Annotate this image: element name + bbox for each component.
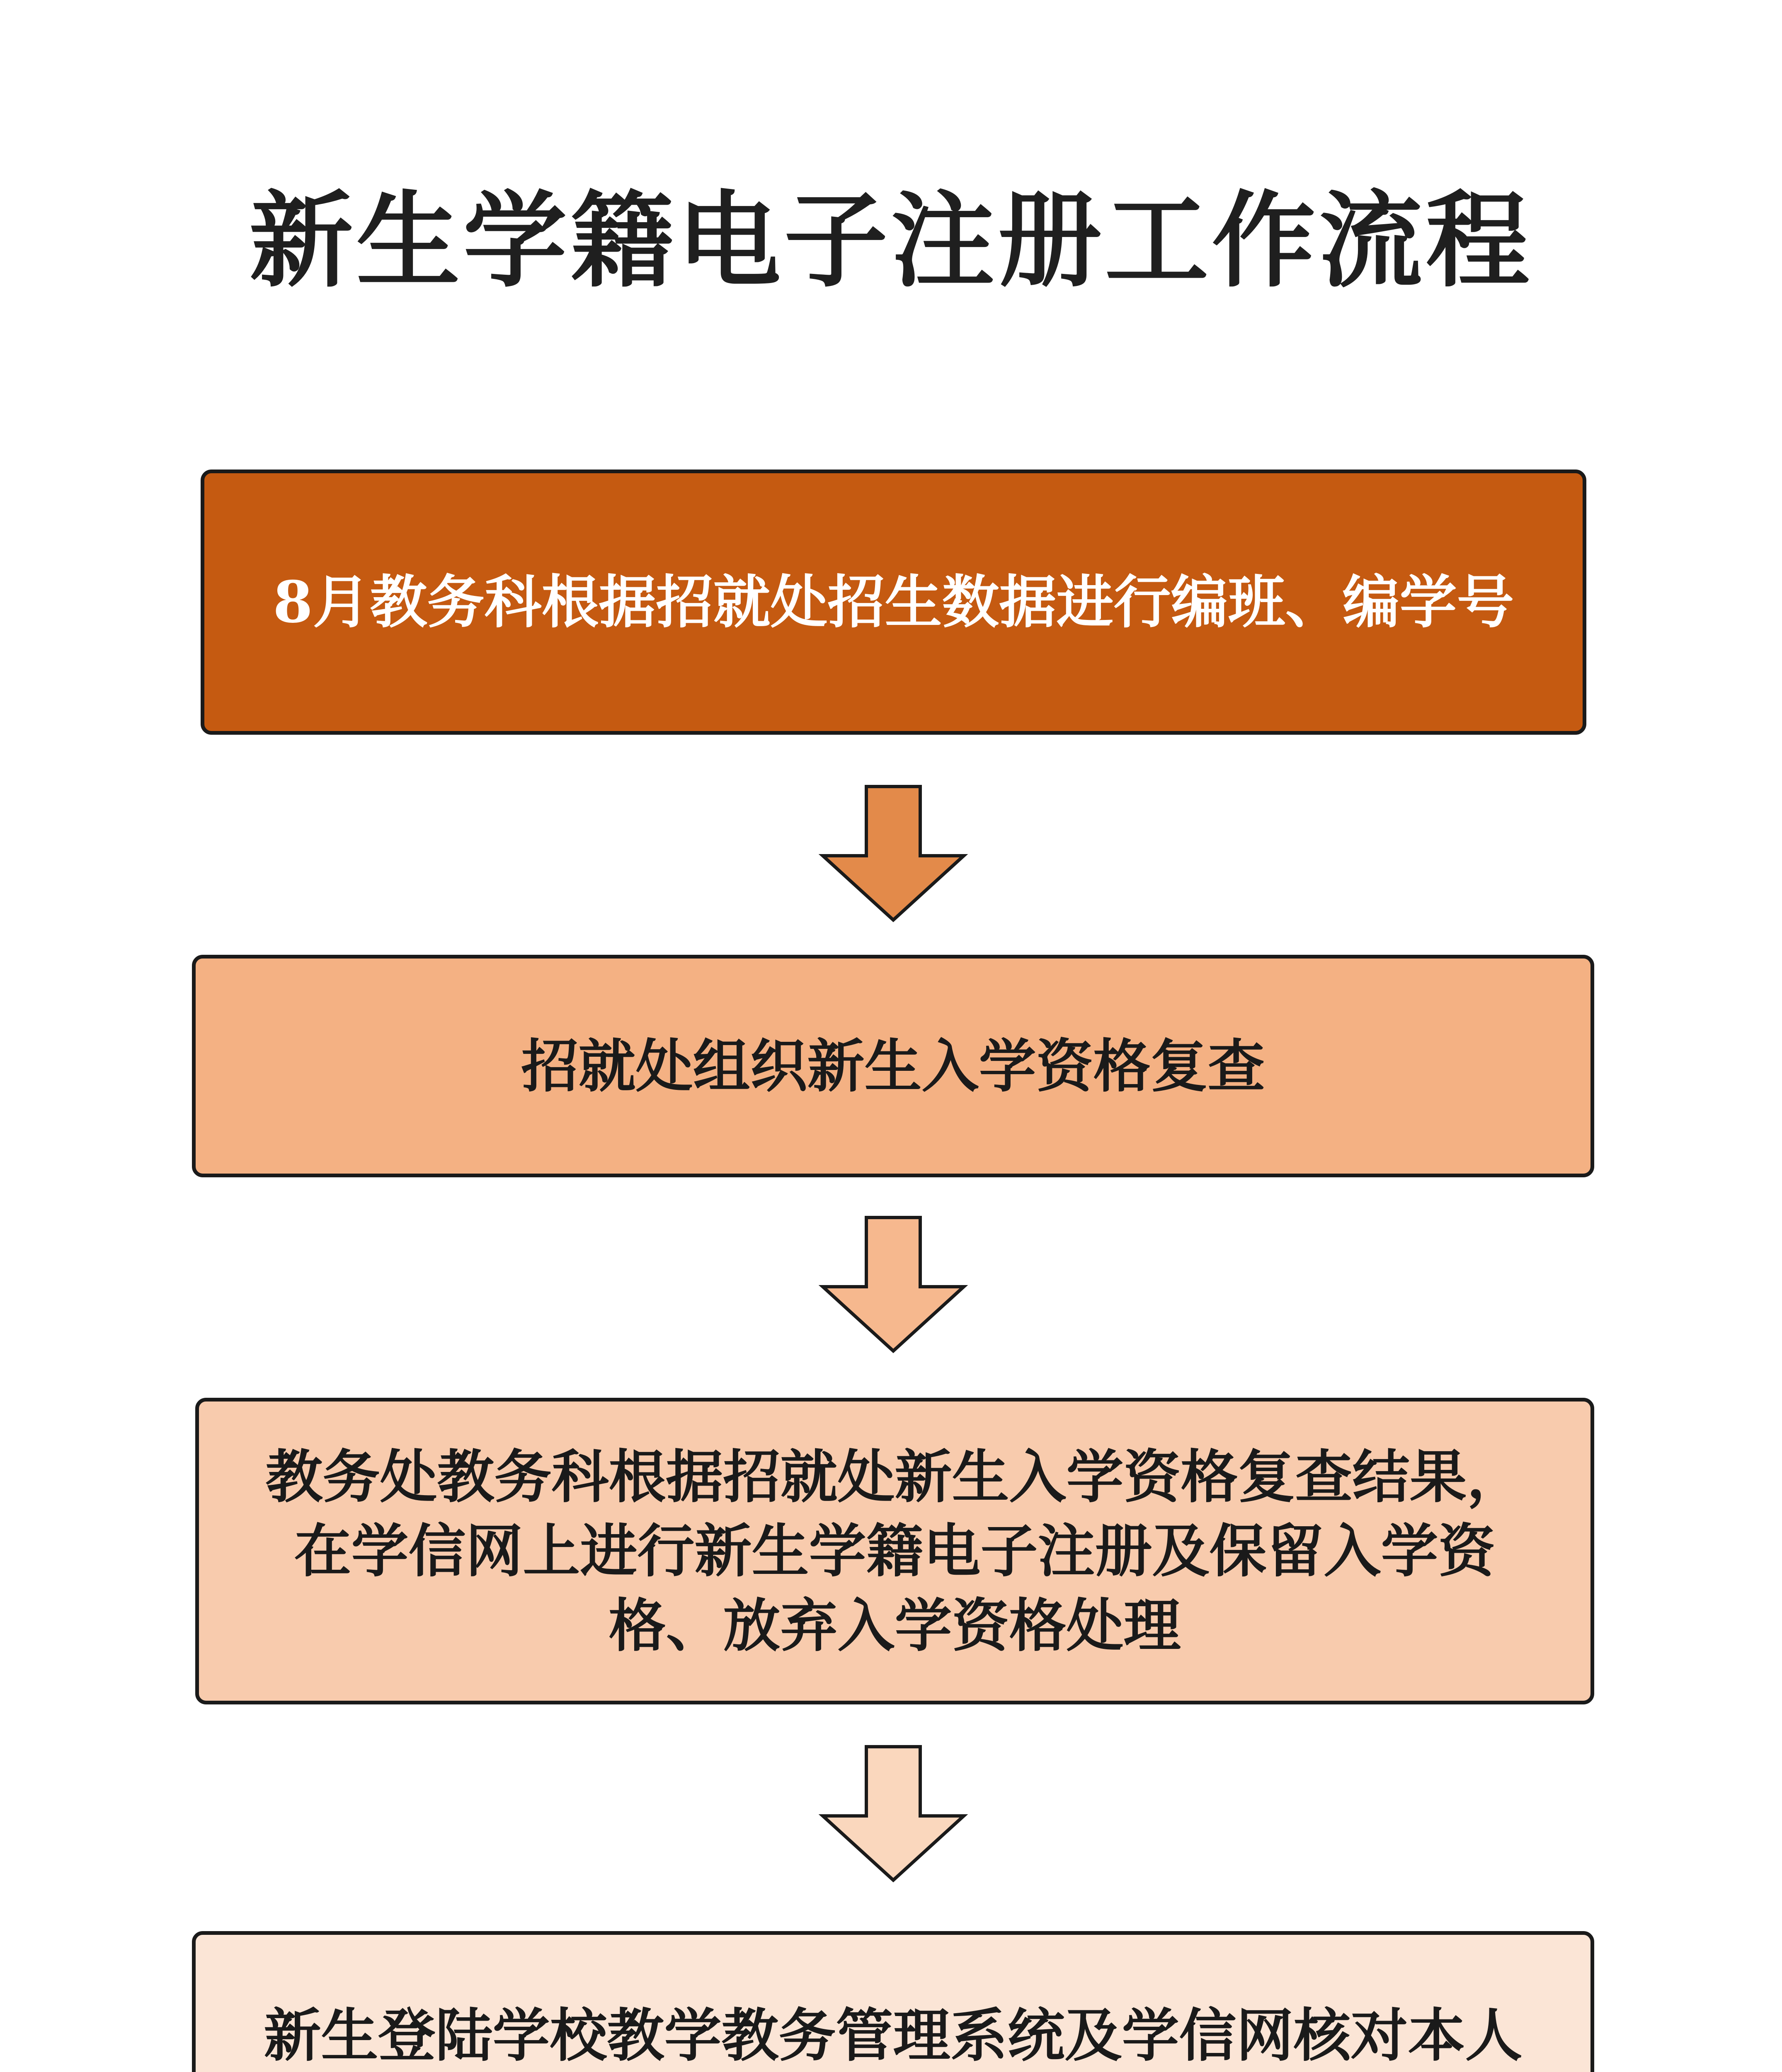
- arrow-3-shape: [823, 1747, 964, 1880]
- arrow-2-shape: [823, 1218, 964, 1351]
- flow-step-1-text: 8月教务科根据招就处招生数据进行编班、编学号: [273, 568, 1514, 636]
- page-title: 新生学籍电子注册工作流程: [249, 179, 1533, 301]
- flow-step-2: [192, 955, 1594, 1177]
- flow-step-1: [201, 470, 1586, 735]
- flow-step-4: [192, 1931, 1594, 2072]
- arrow-1-shape: [823, 787, 964, 920]
- flow-step-3-text: 教务处教务科根据招就处新生入学资格复查结果，在学信网上进行新生学籍电子注册及保留入学资格、放弃入学资格处理: [265, 1443, 1524, 1659]
- down-arrow-icon: [817, 1743, 970, 1884]
- flow-step-2-text: 招就处组织新生入学资格复查: [521, 1032, 1265, 1100]
- down-arrow-icon: [817, 783, 970, 924]
- down-arrow-icon: [817, 1214, 970, 1355]
- flow-step-4-text: 新生登陆学校教学教务管理系统及学信网核对本人: [264, 2001, 1523, 2069]
- flow-step-3: [195, 1398, 1594, 1704]
